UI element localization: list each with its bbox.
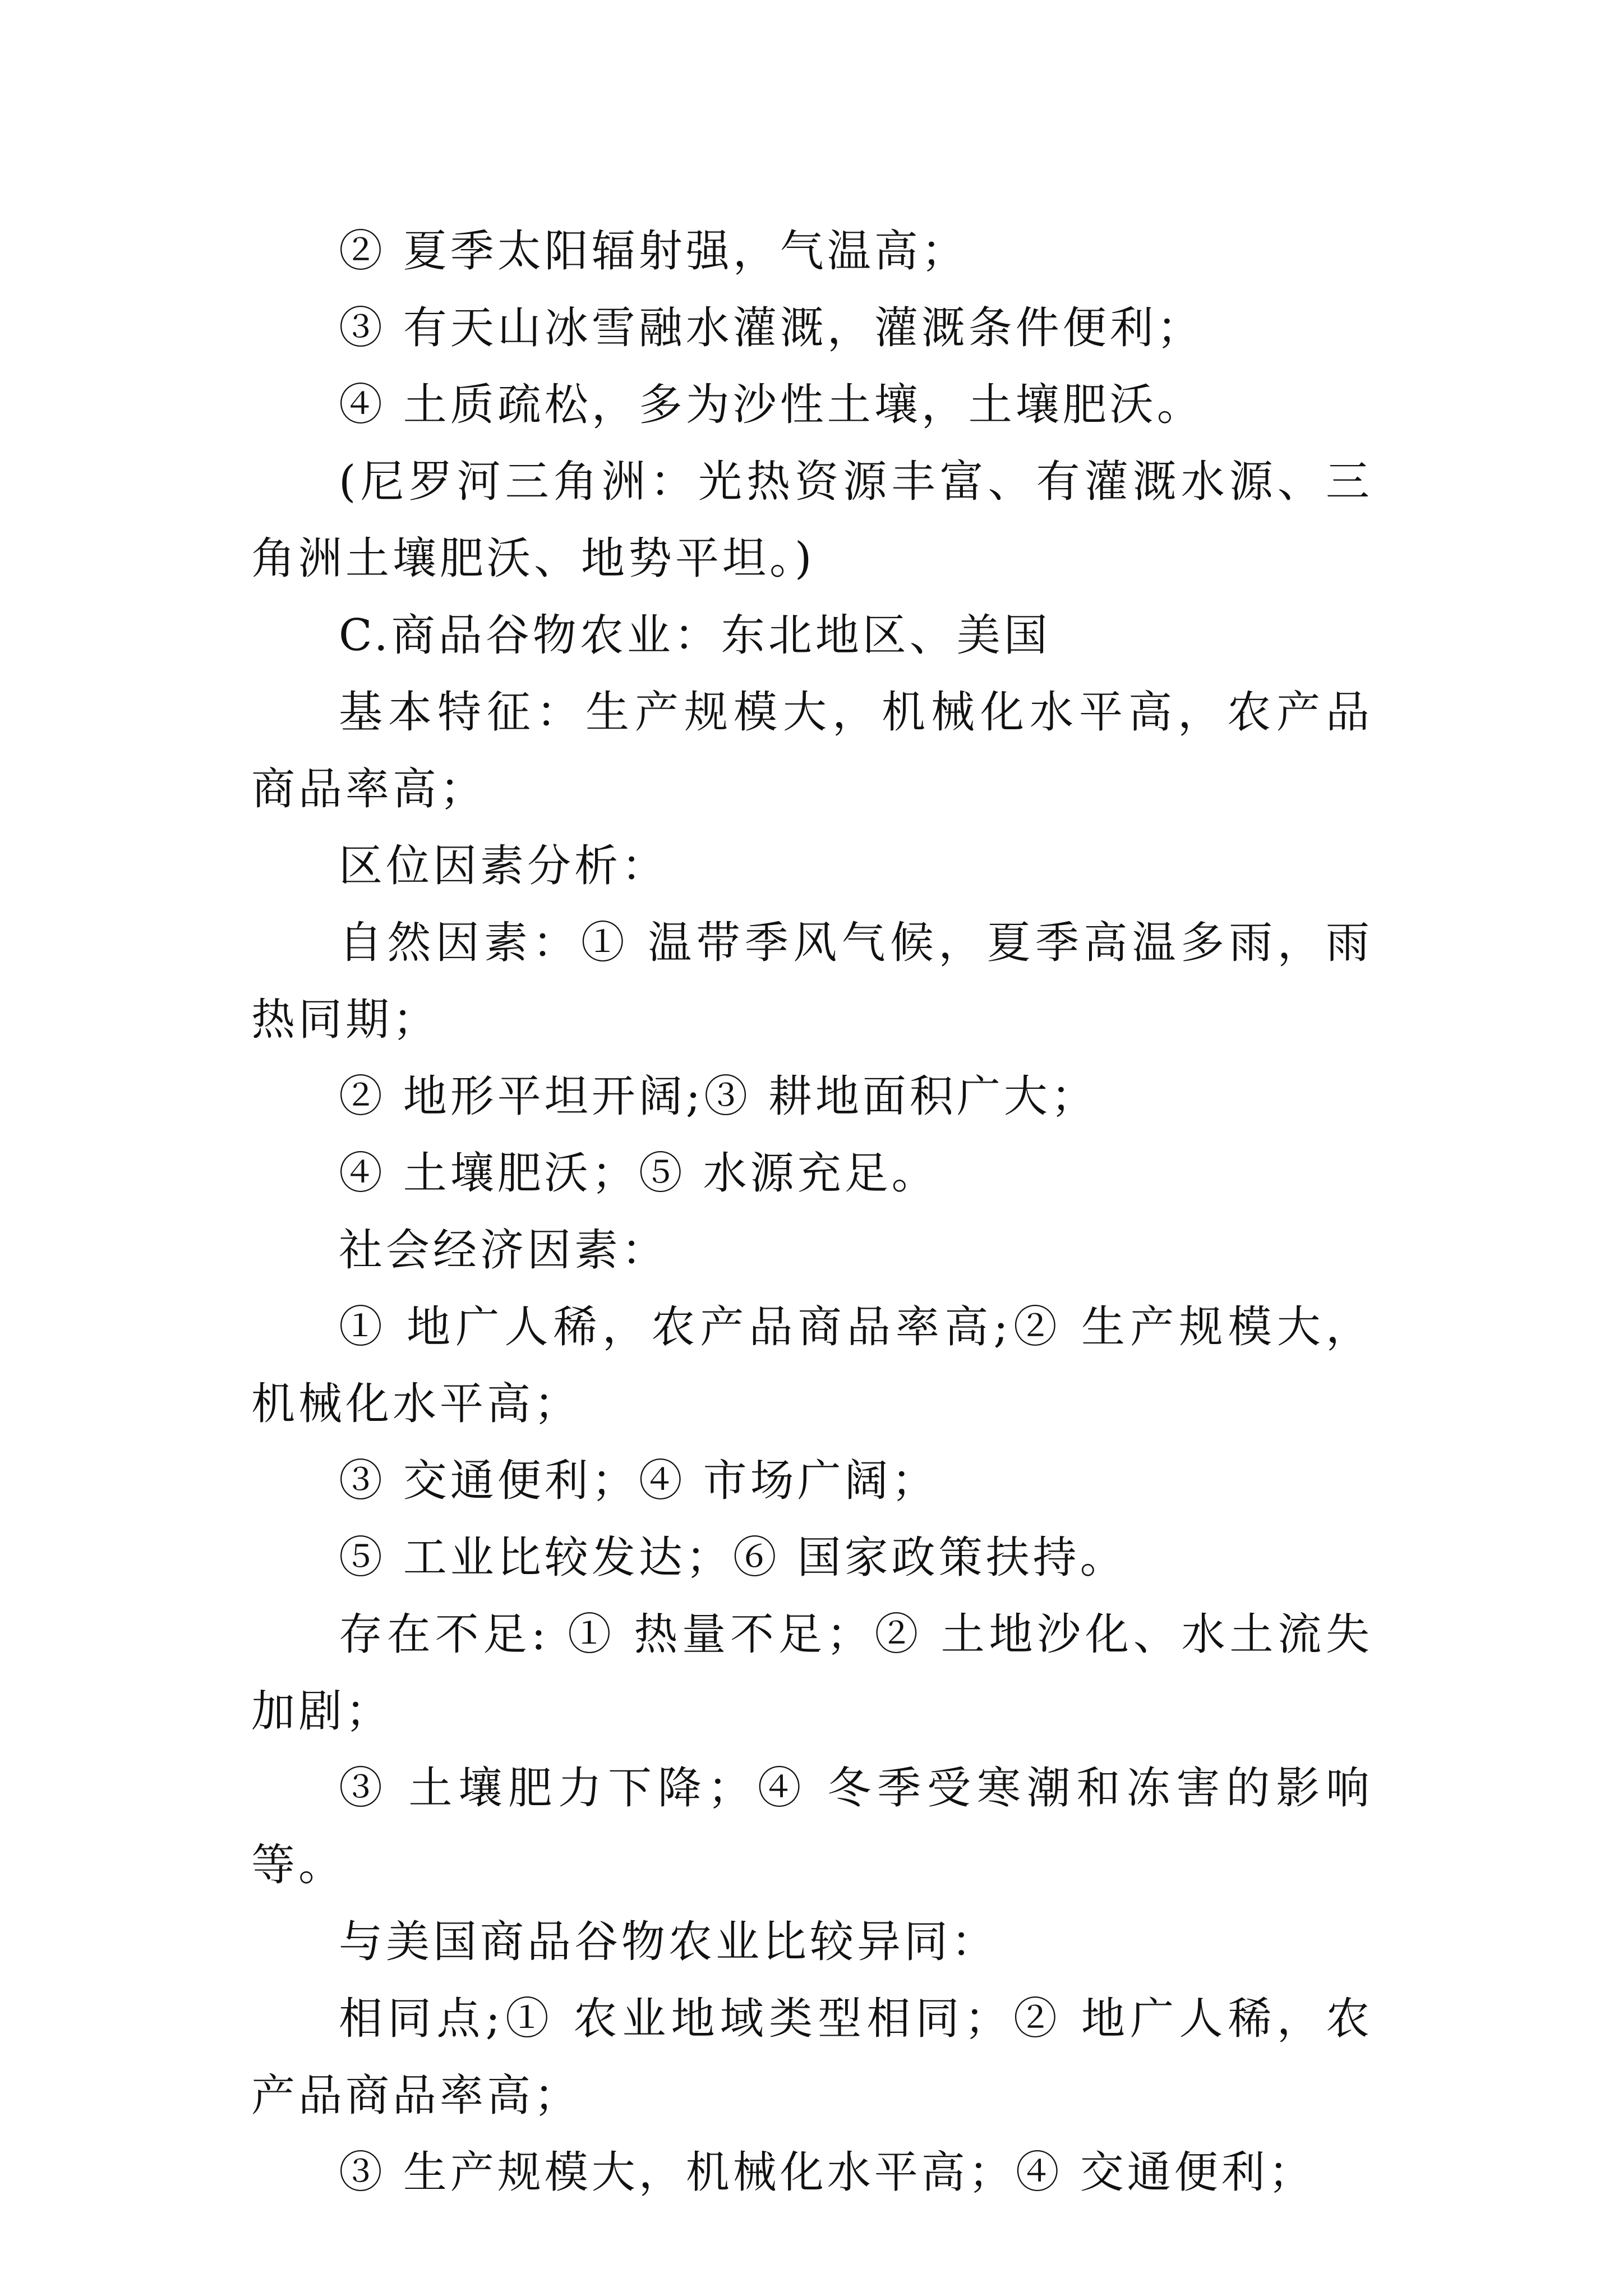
paragraph: ③ 生产规模大，机械化水平高；④ 交通便利； (339, 2147, 1316, 2198)
paragraph: 自然因素：① 温带季风气候，夏季高温多雨，雨热同期； (251, 918, 1373, 1045)
paragraph: 存在不足: ① 热量不足；② 土地沙化、水土流失加剧； (251, 1609, 1373, 1737)
paragraph: C.商品谷物农业：东北地区、美国 (339, 610, 1051, 661)
paragraph: ① 地广人稀，农产品商品率高;② 生产规模大，机械化水平高； (251, 1302, 1373, 1429)
paragraph: 社会经济因素： (339, 1225, 669, 1276)
paragraph: 区位因素分析： (339, 841, 669, 891)
paragraph: 基本特征：生产规模大，机械化水平高，农产品商品率高； (251, 687, 1373, 815)
paragraph: 相同点;① 农业地域类型相同；② 地广人稀，农产品商品率高； (251, 1994, 1373, 2121)
paragraph: ⑤ 工业比较发达；⑥ 国家政策扶持。 (339, 1533, 1127, 1583)
paragraph: ② 夏季太阳辐射强，气温高； (339, 226, 969, 277)
paragraph: ② 地形平坦开阔;③ 耕地面积广大； (339, 1071, 1098, 1122)
paragraph: 与美国商品谷物农业比较异同： (339, 1917, 999, 1967)
paragraph: ④ 土质疏松，多为沙性土壤，土壤肥沃。 (339, 380, 1204, 430)
paragraph: (尼罗河三角洲：光热资源丰富、有灌溉水源、三角洲土壤肥沃、地势平坦。) (251, 457, 1373, 584)
paragraph: ③ 有天山冰雪融水灌溉，灌溉条件便利； (339, 303, 1204, 353)
paragraph: ③ 交通便利；④ 市场广阔； (339, 1456, 939, 1506)
paragraph: ③ 土壤肥力下降；④ 冬季受寒潮和冻害的影响等。 (251, 1763, 1373, 1890)
document-body (251, 213, 1373, 2211)
paragraph: ④ 土壤肥沃；⑤ 水源充足。 (339, 1148, 939, 1199)
